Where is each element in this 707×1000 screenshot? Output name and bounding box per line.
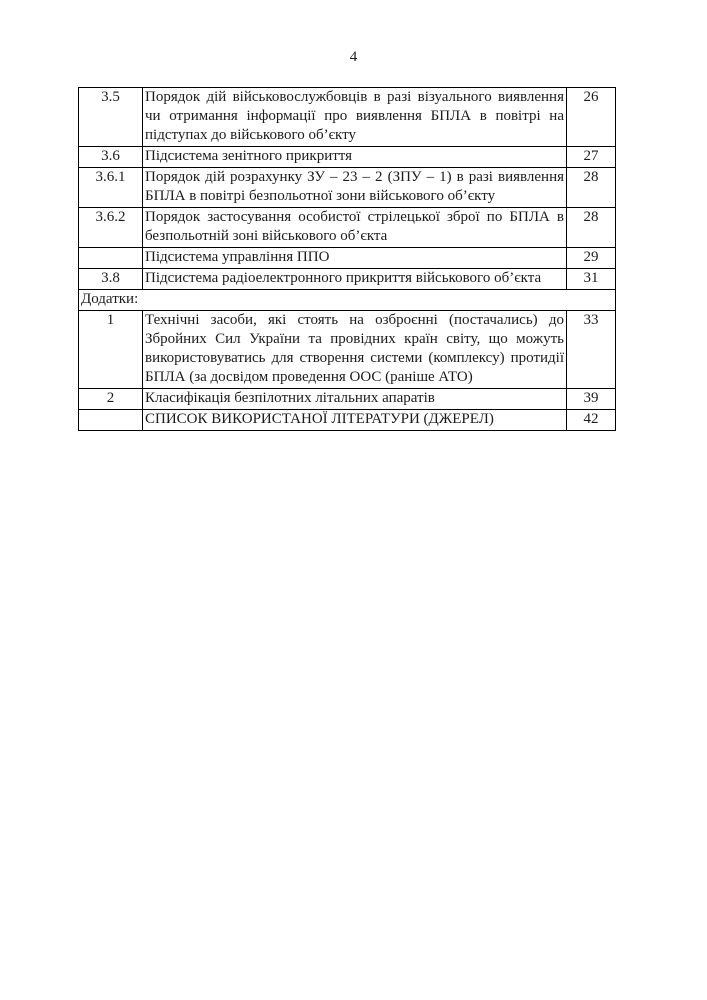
table-row	[79, 311, 616, 389]
section-number: 1	[79, 311, 143, 389]
section-number: 2	[79, 389, 143, 410]
section-title: Класифікація безпілотних літальних апаратів	[143, 389, 567, 410]
table-row	[79, 168, 616, 208]
table-row	[79, 389, 616, 410]
appendices-heading: Додатки:	[79, 290, 616, 311]
section-number	[79, 248, 143, 269]
section-number	[79, 410, 143, 431]
section-title: Підсистема радіоелектронного прикриття військового об’єкта	[143, 269, 567, 290]
section-page: 39	[567, 389, 616, 410]
section-page: 31	[567, 269, 616, 290]
section-title: Підсистема зенітного прикриття	[143, 147, 567, 168]
section-number: 3.8	[79, 269, 143, 290]
section-title: Порядок дій розрахунку ЗУ – 23 – 2 (ЗПУ – 1) в разі виявлення БПЛА в повітрі безпольотної зони військового об’єкту	[143, 168, 567, 208]
section-number: 3.6.1	[79, 168, 143, 208]
table-row	[79, 88, 616, 147]
section-title: Порядок застосування особистої стрілецької зброї по БПЛА в безпольотній зоні військового об’єкта	[143, 208, 567, 248]
table-section-row	[79, 290, 616, 311]
section-title: Підсистема управління ППО	[143, 248, 567, 269]
section-number: 3.5	[79, 88, 143, 147]
section-page: 42	[567, 410, 616, 431]
table-row	[79, 147, 616, 168]
section-page: 33	[567, 311, 616, 389]
table-row	[79, 208, 616, 248]
table-row	[79, 248, 616, 269]
section-title: Порядок дій військовослужбовців в разі візуального виявлення чи отримання інформації про виявлення БПЛА в повітрі на підступах до військового об’єкту	[143, 88, 567, 147]
section-page: 27	[567, 147, 616, 168]
table-row	[79, 269, 616, 290]
section-number: 3.6.2	[79, 208, 143, 248]
section-title: Технічні засоби, які стоять на озброєнні (постачались) до Збройних Сил України та провідних країн світу, що можуть використовуватись для створення системи (комплексу) протидії БПЛА (за досвідом проведення ООС (раніше АТО)	[143, 311, 567, 389]
section-page: 28	[567, 168, 616, 208]
section-title: СПИСОК ВИКОРИСТАНОЇ ЛІТЕРАТУРИ (ДЖЕРЕЛ)	[143, 410, 567, 431]
page-number: 4	[349, 49, 358, 65]
toc-table	[78, 87, 616, 431]
table-row	[79, 410, 616, 431]
section-page: 26	[567, 88, 616, 147]
section-page: 28	[567, 208, 616, 248]
section-number: 3.6	[79, 147, 143, 168]
section-page: 29	[567, 248, 616, 269]
